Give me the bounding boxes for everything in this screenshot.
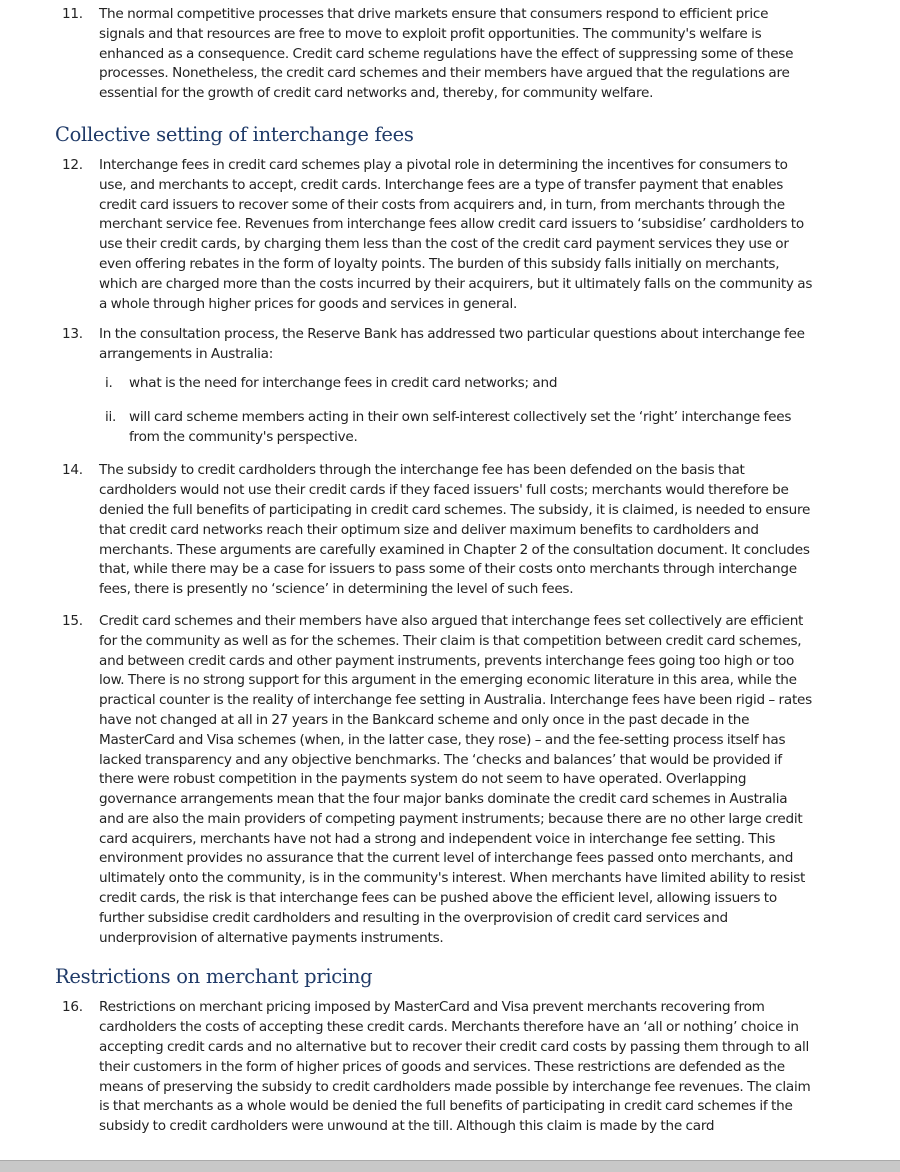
paragraph-text: Interchange fees in credit card schemes play a pivotal role in determining the incentives for consumers to use, and merchants to accept, credit cards. Interchange fees are a type of transfer payment that enables credit card issuers to recover some of their costs from acquirers and, in turn, from merchants through the merchant service fee. Revenues from interchange fees allow credit card issuers to ‘subsidise’ cardholders to use their credit cards, by charging them less than the cost of the credit card payment services they use or even offering rebates in the form of loyalty points. The burden of this subsidy falls initially on merchants, which are charged more than the costs incurred by their acquirers, but it ultimately falls on the community as a whole through higher prices for goods and services in general.: [99, 156, 813, 312]
paragraph-13: [0, 325, 900, 447]
list-item-number: i.: [105, 374, 113, 391]
section-heading-restrictions-merchant-pricing: Restrictions on merchant pricing: [55, 965, 373, 989]
paragraph-text: Credit card schemes and their members have also argued that interchange fees set collectively are efficient for the community as well as for the schemes. Their claim is that competition between credit card schemes, and between credit cards and other payment instruments, prevents interchange fees going too high or too low. There is no strong support for this argument in the emerging economic literature in this area, while the practical counter is the reality of interchange fee setting in Australia. Interchange fees have been rigid – rates have not changed at all in 27 years in the Bankcard scheme and only once in the past decade in the MasterCard and Visa schemes (when, in the latter case, they rose) – and the fee-setting process itself has lacked transparency and any objective benchmarks. The ‘checks and balances’ that would be provided if there were robust competition in the payments system do not seem to have operated. Overlapping governance arrangements mean that the four major banks dominate the credit card schemes in Australia and are also the main providers of competing payment instruments; because there are no other large credit card acquirers, merchants have not had a strong and independent voice in interchange fee setting. This environment provides no assurance that the current level of interchange fees passed onto merchants, and ultimately onto the community, is in the community's interest. When merchants have limited ability to resist credit cards, the risk is that interchange fees can be pushed above the efficient level, allowing issuers to further subsidise credit cardholders and resulting in the overprovision of credit card services and underprovision of alternative payments instruments.: [99, 612, 812, 946]
paragraph-text: The normal competitive processes that drive markets ensure that consumers respond to efficient price signals and that resources are free to move to exploit profit opportunities. The community's welfare is enhanced as a consequence. Credit card scheme regulations have the effect of suppressing some of these processes. Nonetheless, the credit card schemes and their members have argued that the regulations are essential for the growth of credit card networks and, thereby, for community welfare.: [99, 6, 794, 102]
list-item-text: will card scheme members acting in their own self-interest collectively set the ‘right’ interchange fees from the community's perspective.: [129, 408, 792, 445]
paragraph-14: [0, 461, 900, 600]
window-bottom-edge: [0, 1160, 900, 1172]
paragraph-text: Restrictions on merchant pricing imposed by MasterCard and Visa prevent merchants recovering from cardholders the costs of accepting these credit cards. Merchants therefore have an ‘all or nothing’ choice in accepting credit cards and no alternative but to recover their credit card costs by passing them through to all their customers in the form of higher prices of goods and services. These restrictions are defended as the means of preserving the subsidy to credit cardholders made possible by interchange fee revenues. The claim is that merchants as a whole would be denied the full benefits of participating in credit card schemes if the subsidy to credit cardholders were unwound at the till. Although this claim is made by the card: [99, 999, 811, 1135]
paragraph-number: 14.: [62, 462, 83, 479]
list-item: [99, 374, 814, 394]
paragraph-number: 16.: [62, 999, 83, 1016]
section-heading-collective-setting: Collective setting of interchange fees: [55, 122, 414, 146]
list-item: [99, 408, 814, 448]
paragraph-text: In the consultation process, the Reserve Bank has addressed two particular questions about interchange fee arrangements in Australia:: [99, 326, 805, 363]
paragraph-number: 11.: [62, 6, 83, 22]
paragraph-number: 12.: [62, 156, 83, 173]
list-item-text: what is the need for interchange fees in credit card networks; and: [129, 374, 558, 391]
list-item-number: ii.: [105, 408, 117, 425]
question-list: [99, 374, 814, 447]
paragraph-number: 13.: [62, 326, 83, 343]
paragraph-text: The subsidy to credit cardholders through the interchange fee has been defended on the basis that cardholders would not use their credit cards if they faced issuers' full costs; merchants would therefore be denied the full benefits of participating in credit card schemes. The subsidy, it is claimed, is needed to ensure that credit card networks reach their optimum size and deliver maximum benefits to cardholders and merchants. These arguments are carefully examined in Chapter 2 of the consultation document. It concludes that, while there may be a case for issuers to pass some of their costs onto merchants through interchange fees, there is presently no ‘science’ in determining the level of such fees.: [99, 462, 811, 598]
paragraph-16: [0, 998, 900, 1137]
paragraph-11: [0, 5, 900, 104]
paragraph-15: [0, 612, 900, 949]
paragraph-number: 15.: [62, 612, 83, 629]
paragraph-12: [0, 156, 900, 314]
